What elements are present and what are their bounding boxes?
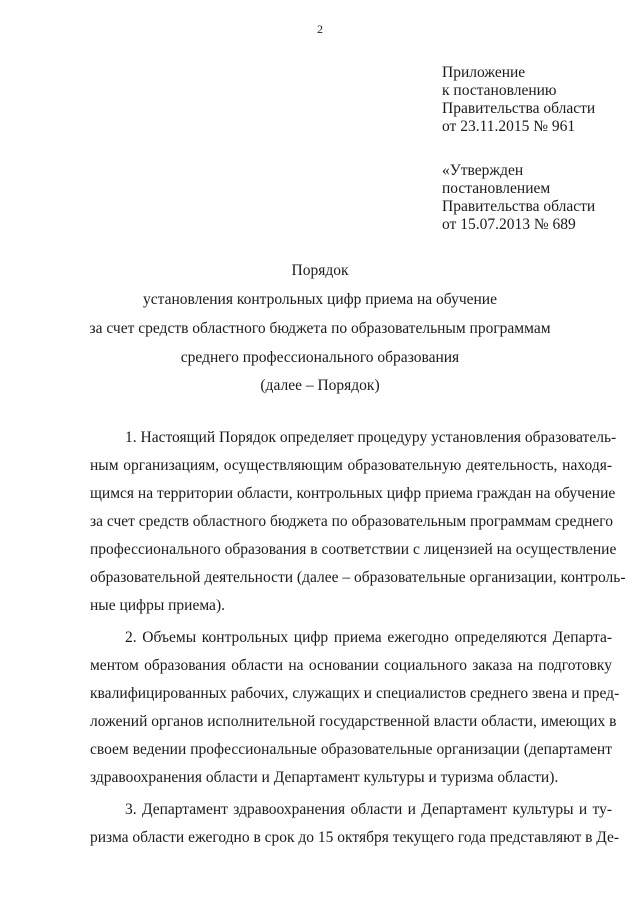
title-heading: Порядок bbox=[291, 262, 349, 279]
annex-line: к постановлению bbox=[442, 82, 557, 99]
paragraph-line: 3. Департамент здравоохранения области и Департамент культуры и ту- bbox=[125, 801, 612, 818]
title-line: за счет средств областного бюджета по образовательным программам bbox=[89, 320, 551, 337]
annex-line: от 23.11.2015 № 961 bbox=[442, 118, 576, 135]
paragraph-line: профессионального образования в соответствии с лицензией на осуществление bbox=[90, 541, 617, 558]
paragraph-line: ризма области ежегодно в срок до 15 октября текущего года представляют в Де- bbox=[90, 829, 620, 846]
title-line: (далее – Порядок) bbox=[260, 377, 380, 394]
approval-block bbox=[442, 162, 632, 234]
paragraph-line: ным организациям, осуществляющим образовательную деятельность, находя- bbox=[90, 457, 612, 474]
title-line: среднего профессионального образования bbox=[180, 349, 460, 366]
paragraph-line: ные цифры приема). bbox=[90, 597, 225, 614]
paragraph-line: образовательной деятельности (далее – образовательные организации, контроль- bbox=[90, 569, 626, 586]
page-number: 2 bbox=[317, 22, 323, 36]
paragraph-line: ложений органов исполнительной государственной власти области, имеющих в bbox=[90, 713, 617, 730]
paragraph-line: 2. Объемы контрольных цифр приема ежегодно определяются Департа- bbox=[125, 629, 612, 646]
title-line: установления контрольных цифр приема на обучение bbox=[143, 291, 497, 308]
paragraph-line: 1. Настоящий Порядок определяет процедуру установления образователь- bbox=[125, 429, 617, 446]
paragraph-line: своем ведении профессиональные образовательные организации (департамент bbox=[90, 741, 612, 758]
paragraph-line: за счет средств областного бюджета по образовательным программам среднего bbox=[90, 513, 613, 530]
approval-line: от 15.07.2013 № 689 bbox=[442, 216, 576, 233]
approval-line: Правительства области bbox=[442, 198, 596, 215]
annex-block bbox=[442, 64, 632, 136]
approval-line: постановлением bbox=[442, 180, 551, 197]
approval-line: «Утвержден bbox=[442, 162, 524, 179]
paragraph-line: квалифицированных рабочих, служащих и специалистов среднего звена и пред- bbox=[90, 685, 620, 702]
paragraph-line: щимся на территории области, контрольных цифр приема граждан на обучение bbox=[90, 485, 616, 502]
annex-line: Правительства области bbox=[442, 100, 596, 117]
paragraph-line: здравоохранения области и Департамент культуры и туризма области). bbox=[90, 769, 559, 786]
paragraph-line: ментом образования области на основании социального заказа на подготовку bbox=[90, 657, 612, 674]
annex-line: Приложение bbox=[442, 64, 526, 81]
